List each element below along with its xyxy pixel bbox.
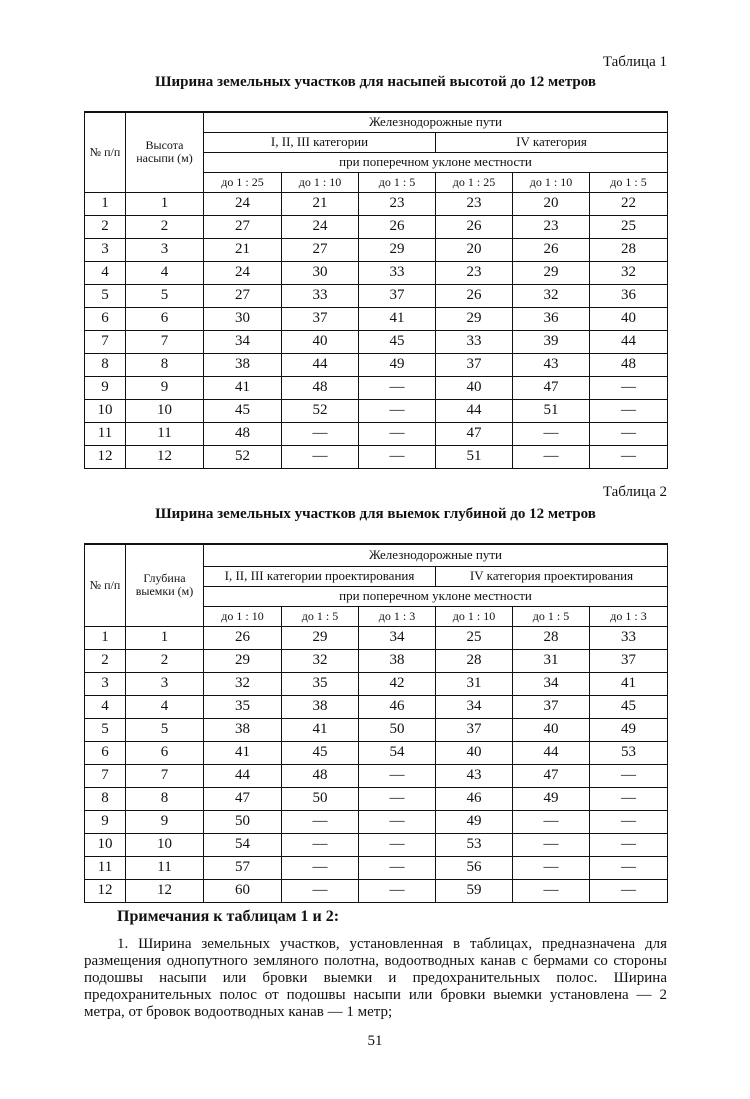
table-cell: 9 (126, 376, 204, 399)
table1-header-num: № п/п (85, 112, 126, 192)
table-cell: — (590, 856, 668, 879)
notes-title: Примечания к таблицам 1 и 2: (117, 908, 340, 925)
table1-col-header: до 1 : 25 (436, 172, 513, 192)
table-cell: 7 (85, 330, 126, 353)
table-cell: 53 (436, 833, 513, 856)
table-cell: 54 (359, 741, 436, 764)
table-cell: 2 (126, 215, 204, 238)
table-cell: 9 (126, 810, 204, 833)
table-cell: 6 (126, 307, 204, 330)
table-cell: 1 (126, 192, 204, 215)
table-cell: 33 (282, 284, 359, 307)
table-cell: 25 (436, 626, 513, 649)
table2-col-header: до 1 : 5 (282, 606, 359, 626)
table-cell: — (513, 833, 590, 856)
table-cell: 2 (85, 215, 126, 238)
table-cell: 52 (204, 445, 282, 468)
table-cell: 44 (436, 399, 513, 422)
table-cell: 4 (126, 695, 204, 718)
table-cell: — (282, 422, 359, 445)
table-cell: 12 (126, 445, 204, 468)
table-cell: 45 (590, 695, 668, 718)
table2-col-header: до 1 : 10 (204, 606, 282, 626)
table-cell: — (359, 879, 436, 902)
table-cell: 40 (513, 718, 590, 741)
table-row (85, 649, 668, 672)
table-cell: 45 (204, 399, 282, 422)
table-cell: 12 (85, 879, 126, 902)
table-cell: 25 (590, 215, 668, 238)
table-cell: 23 (436, 261, 513, 284)
table-cell: 36 (590, 284, 668, 307)
table-cell: — (359, 422, 436, 445)
table2-label: Таблица 2 (602, 484, 667, 500)
table-cell: 10 (126, 399, 204, 422)
table1-header-height: Высота насыпи (м) (126, 112, 204, 192)
table-cell: 28 (513, 626, 590, 649)
table-row (85, 741, 668, 764)
table-cell: — (590, 445, 668, 468)
table1-header-cat-4: IV категория (436, 132, 668, 152)
table-cell: 45 (359, 330, 436, 353)
table-cell: — (513, 810, 590, 833)
table-cell: — (282, 856, 359, 879)
table-cell: 52 (282, 399, 359, 422)
table-cell: 1 (85, 192, 126, 215)
table-cell: 4 (126, 261, 204, 284)
table-row (85, 787, 668, 810)
table-cell: 22 (590, 192, 668, 215)
table-cell: 40 (282, 330, 359, 353)
table-cell: 3 (85, 238, 126, 261)
table-cell: 4 (85, 261, 126, 284)
table-row (85, 215, 668, 238)
table-cell: — (513, 879, 590, 902)
table-cell: 37 (436, 718, 513, 741)
table1-col-header: до 1 : 10 (282, 172, 359, 192)
table-cell: 49 (590, 718, 668, 741)
table2-col-header: до 1 : 3 (590, 606, 668, 626)
table-cell: 49 (513, 787, 590, 810)
table-row (85, 330, 668, 353)
table-cell: 1 (126, 626, 204, 649)
table-cell: 38 (282, 695, 359, 718)
table-cell: 27 (204, 215, 282, 238)
table-cell: 41 (282, 718, 359, 741)
table-cell: — (513, 856, 590, 879)
table-row (85, 718, 668, 741)
table-cell: 8 (126, 353, 204, 376)
table1-header-cat-1-3: I, II, III категории (204, 132, 436, 152)
table-cell: — (282, 879, 359, 902)
table-row (85, 284, 668, 307)
table-cell: 47 (513, 764, 590, 787)
table-cell: — (359, 376, 436, 399)
table-cell: 4 (85, 695, 126, 718)
table2-col-header: до 1 : 5 (513, 606, 590, 626)
table-cell: 3 (85, 672, 126, 695)
table-cell: 33 (359, 261, 436, 284)
table-cell: 39 (513, 330, 590, 353)
table-cell: 41 (204, 376, 282, 399)
table-cell: 6 (126, 741, 204, 764)
table2-header-num: № п/п (85, 544, 126, 626)
table-cell: 54 (204, 833, 282, 856)
table1-header-railways: Железнодорожные пути (204, 112, 668, 132)
table-cell: 32 (204, 672, 282, 695)
table-cell: 45 (282, 741, 359, 764)
table2-header-railways: Железнодорожные пути (204, 544, 668, 566)
table-cell: 48 (204, 422, 282, 445)
table-cell: 37 (359, 284, 436, 307)
table-cell: 5 (85, 718, 126, 741)
table-cell: 32 (590, 261, 668, 284)
table-cell: 49 (359, 353, 436, 376)
table-row (85, 626, 668, 649)
table-cell: 26 (436, 284, 513, 307)
table-cell: 40 (436, 741, 513, 764)
table-cell: 3 (126, 238, 204, 261)
table-cell: 9 (85, 376, 126, 399)
table-cell: 29 (513, 261, 590, 284)
table-cell: 40 (436, 376, 513, 399)
table-cell: 23 (359, 192, 436, 215)
table-cell: 10 (85, 833, 126, 856)
table-cell: 1 (85, 626, 126, 649)
table-row (85, 399, 668, 422)
table-row (85, 261, 668, 284)
table-cell: 43 (436, 764, 513, 787)
table-cell: 23 (436, 192, 513, 215)
table1-col-header: до 1 : 25 (204, 172, 282, 192)
table-cell: — (590, 879, 668, 902)
table-cell: 41 (590, 672, 668, 695)
notes-paragraph-1: 1. Ширина земельных участков, установленная в таблицах, предназначена для размещения однопутного земляного полотна, водоотводных канав с бермами со стороны подошвы насыпи или бровки выемки и предохранительных полос. Ширина предохранительных полос от подошвы насыпи или бровки выемки установлена — 2 метра, от бровок водоотводных канав — 1 метр; (84, 936, 667, 1020)
table-cell: 47 (204, 787, 282, 810)
table-row (85, 353, 668, 376)
table1-label: Таблица 1 (602, 54, 667, 70)
table-cell: 51 (436, 445, 513, 468)
table-cell: 33 (590, 626, 668, 649)
table-cell: 7 (85, 764, 126, 787)
table-row (85, 879, 668, 902)
table-cell: 27 (204, 284, 282, 307)
table-cell: — (359, 787, 436, 810)
table-cell: 32 (513, 284, 590, 307)
table1-col-header: до 1 : 5 (359, 172, 436, 192)
table-cell: 35 (204, 695, 282, 718)
table-cell: 26 (513, 238, 590, 261)
table-cell: 33 (436, 330, 513, 353)
table1-title: Ширина земельных участков для насыпей высотой до 12 метров (155, 74, 596, 90)
table-cell: — (513, 445, 590, 468)
table-cell: 12 (126, 879, 204, 902)
table-cell: — (282, 445, 359, 468)
table-cell: 26 (359, 215, 436, 238)
table-cell: 7 (126, 330, 204, 353)
table-cell: 48 (282, 376, 359, 399)
table-cell: 59 (436, 879, 513, 902)
table-cell: 29 (436, 307, 513, 330)
table-cell: 10 (85, 399, 126, 422)
table-cell: 51 (513, 399, 590, 422)
table-cell: 32 (282, 649, 359, 672)
table-row (85, 764, 668, 787)
table-cell: 44 (204, 764, 282, 787)
table-row (85, 695, 668, 718)
table-cell: — (359, 445, 436, 468)
table2-header-cat-1-3: I, II, III категории проектирования (204, 566, 436, 586)
table1-col-header: до 1 : 10 (513, 172, 590, 192)
table-cell: 44 (513, 741, 590, 764)
table-cell: 40 (590, 307, 668, 330)
table-cell: 20 (436, 238, 513, 261)
table-cell: 50 (282, 787, 359, 810)
table-cell: 26 (436, 215, 513, 238)
table-cell: 38 (204, 718, 282, 741)
table-cell: 57 (204, 856, 282, 879)
table-cell: 47 (513, 376, 590, 399)
table-cell: 41 (359, 307, 436, 330)
table-cell: 60 (204, 879, 282, 902)
table-row (85, 307, 668, 330)
table2-col-header: до 1 : 10 (436, 606, 513, 626)
table2-header-slope: при поперечном уклоне местности (204, 586, 668, 606)
table1 (84, 111, 668, 469)
table-cell: 28 (436, 649, 513, 672)
table-cell: — (590, 787, 668, 810)
page-number: 51 (367, 1033, 383, 1049)
table-cell: — (282, 833, 359, 856)
table-cell: — (590, 810, 668, 833)
table-cell: 24 (204, 261, 282, 284)
table-cell: 11 (126, 856, 204, 879)
table-cell: 35 (282, 672, 359, 695)
table-cell: — (590, 764, 668, 787)
table-cell: 6 (85, 307, 126, 330)
table-cell: 6 (85, 741, 126, 764)
table-row (85, 238, 668, 261)
table-cell: 5 (85, 284, 126, 307)
table-cell: 44 (590, 330, 668, 353)
table-cell: 23 (513, 215, 590, 238)
table-cell: 37 (282, 307, 359, 330)
table-cell: 49 (436, 810, 513, 833)
table-cell: 31 (436, 672, 513, 695)
table-cell: 21 (204, 238, 282, 261)
table-cell: 29 (204, 649, 282, 672)
table-cell: 42 (359, 672, 436, 695)
table-cell: 8 (85, 353, 126, 376)
table-cell: 46 (359, 695, 436, 718)
table-row (85, 376, 668, 399)
table-cell: 31 (513, 649, 590, 672)
table-cell: 56 (436, 856, 513, 879)
table-cell: 5 (126, 718, 204, 741)
table-cell: — (282, 810, 359, 833)
table-cell: — (359, 399, 436, 422)
table-cell: 44 (282, 353, 359, 376)
table-row (85, 856, 668, 879)
table-cell: 2 (85, 649, 126, 672)
table-cell: — (359, 856, 436, 879)
table2-header-depth: Глубина выемки (м) (126, 544, 204, 626)
table-cell: 29 (282, 626, 359, 649)
table-cell: 12 (85, 445, 126, 468)
table-cell: — (590, 833, 668, 856)
table1-header-slope: при поперечном уклоне местности (204, 152, 668, 172)
table-cell: — (359, 764, 436, 787)
table-row (85, 445, 668, 468)
table-cell: — (359, 833, 436, 856)
table-row (85, 810, 668, 833)
table-cell: 11 (85, 856, 126, 879)
table-cell: 37 (436, 353, 513, 376)
table-row (85, 422, 668, 445)
table-cell: 43 (513, 353, 590, 376)
table-cell: — (359, 810, 436, 833)
table-cell: 2 (126, 649, 204, 672)
table-cell: — (590, 422, 668, 445)
table-cell: 37 (513, 695, 590, 718)
table1-col-header: до 1 : 5 (590, 172, 668, 192)
table-cell: 41 (204, 741, 282, 764)
table-cell: 9 (85, 810, 126, 833)
table-cell: 46 (436, 787, 513, 810)
table-cell: 34 (436, 695, 513, 718)
table-cell: 50 (359, 718, 436, 741)
table-cell: 27 (282, 238, 359, 261)
table-cell: 47 (436, 422, 513, 445)
table-cell: — (590, 376, 668, 399)
table-cell: 29 (359, 238, 436, 261)
table-cell: 24 (282, 215, 359, 238)
table-cell: 11 (126, 422, 204, 445)
table-cell: 3 (126, 672, 204, 695)
table-cell: 48 (590, 353, 668, 376)
table-cell: 11 (85, 422, 126, 445)
table-cell: 34 (204, 330, 282, 353)
table-cell: — (513, 422, 590, 445)
table2 (84, 543, 668, 903)
table-cell: 24 (204, 192, 282, 215)
table-cell: 53 (590, 741, 668, 764)
table-cell: 48 (282, 764, 359, 787)
table-cell: 5 (126, 284, 204, 307)
table-cell: 21 (282, 192, 359, 215)
table-row (85, 672, 668, 695)
table2-header-cat-4: IV категория проектирования (436, 566, 668, 586)
table-cell: 36 (513, 307, 590, 330)
table-cell: 7 (126, 764, 204, 787)
table-cell: 8 (126, 787, 204, 810)
table-cell: 30 (204, 307, 282, 330)
table-cell: 34 (359, 626, 436, 649)
table-cell: 20 (513, 192, 590, 215)
table-cell: 37 (590, 649, 668, 672)
table-cell: — (590, 399, 668, 422)
table-cell: 28 (590, 238, 668, 261)
table-cell: 38 (359, 649, 436, 672)
table-cell: 10 (126, 833, 204, 856)
table-cell: 50 (204, 810, 282, 833)
table-row (85, 833, 668, 856)
table-cell: 30 (282, 261, 359, 284)
table-row (85, 192, 668, 215)
table-cell: 8 (85, 787, 126, 810)
table2-title: Ширина земельных участков для выемок глубиной до 12 метров (155, 506, 596, 522)
table2-col-header: до 1 : 3 (359, 606, 436, 626)
table-cell: 34 (513, 672, 590, 695)
table-cell: 38 (204, 353, 282, 376)
table-cell: 26 (204, 626, 282, 649)
